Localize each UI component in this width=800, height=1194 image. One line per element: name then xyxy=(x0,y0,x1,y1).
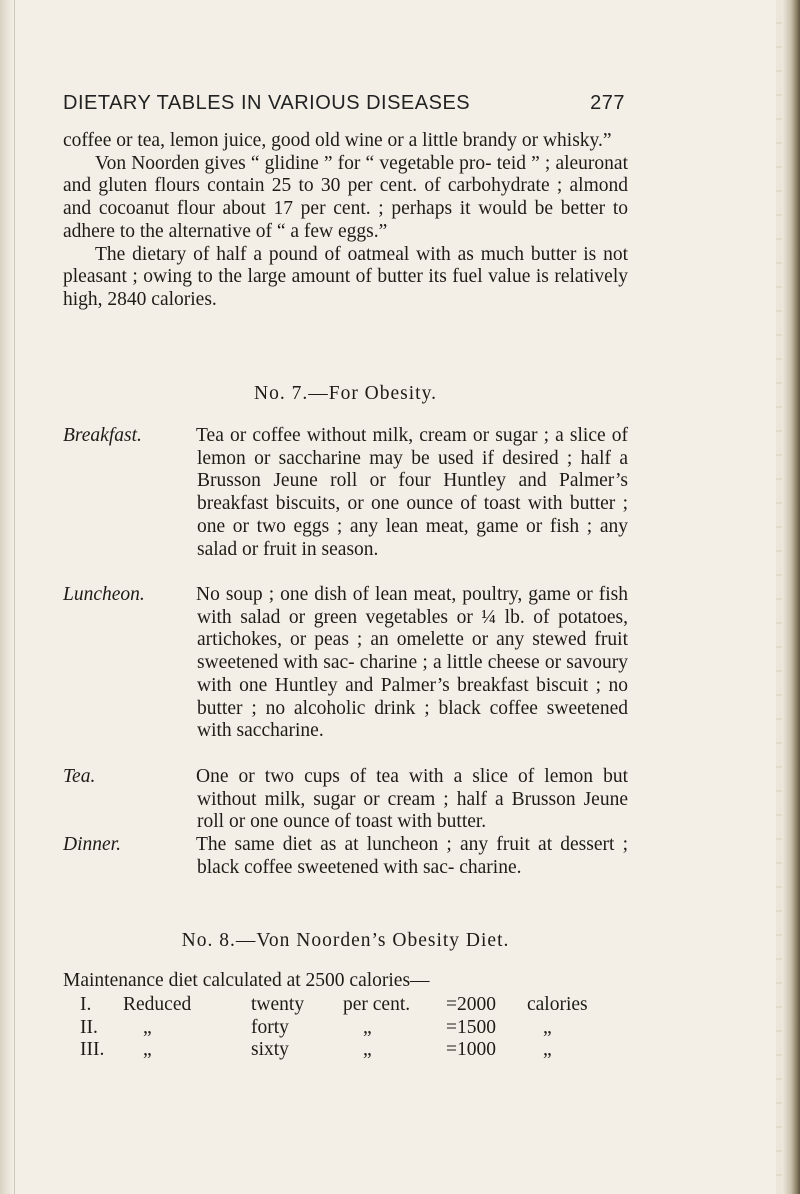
stage-amount: forty xyxy=(251,1016,289,1038)
stage-equals: =2000 xyxy=(446,994,496,1015)
section-7-heading: No. 7.—For Obesity. xyxy=(254,383,437,404)
stage-unit: „ xyxy=(363,1039,372,1061)
stage-row xyxy=(63,994,623,1017)
meal-label: Luncheon. xyxy=(63,584,145,605)
meal-text: One or two cups of tea with a slice of lemon but without milk, sugar or cream ; half a Brusson Jeune roll or one ounce of toast with butter. xyxy=(196,766,628,833)
intro-paragraph-1: coffee or tea, lemon juice, good old wine or a little brandy or whisky.” xyxy=(63,130,612,151)
meal-label: Breakfast. xyxy=(63,425,142,446)
section-8-heading: No. 8.—Von Noorden’s Obesity Diet. xyxy=(181,930,510,951)
stage-calories: calories xyxy=(527,994,588,1015)
page-edge-right xyxy=(782,0,800,1194)
stage-row xyxy=(63,1039,623,1062)
stage-calories: „ xyxy=(543,1039,552,1061)
meal-label: Tea. xyxy=(63,766,96,787)
reduction-stages xyxy=(63,994,623,1062)
stage-amount: sixty xyxy=(251,1039,289,1061)
stage-unit: per cent. xyxy=(343,994,411,1015)
running-title: DIETARY TABLES IN VARIOUS DISEASES xyxy=(63,92,471,114)
stage-word: „ xyxy=(143,1016,152,1038)
meal-text: No soup ; one dish of lean meat, poultry, game or fish with salad or green vegetables or ¼ lb. of potatoes, artichokes, or peas ; an omelette or any stewed fruit sweetened with sac- charine ; a little cheese or savoury with one Huntley and Palmer’s breakfast biscuit ; no butter ; no alcoholic drink ; black coffee sweetened with saccharine. xyxy=(196,584,628,742)
page-gutter-left xyxy=(0,0,15,1194)
stage-word: Reduced xyxy=(123,994,192,1015)
meal-text: Tea or coffee without milk, cream or sugar ; a slice of lemon or saccharine may be used if desired ; half a Brusson Jeune roll or four Huntley and Palmer’s breakfast biscuits, or one ounce of toast with butter ; one or two eggs ; any lean meat, game or fish ; any salad or fruit in season. xyxy=(196,425,628,560)
intro-text xyxy=(63,130,628,312)
meal-text: The same diet as at luncheon ; any fruit at dessert ; black coffee sweetened with sac- charine. xyxy=(196,834,628,878)
page-number: 277 xyxy=(590,92,625,114)
stage-unit: „ xyxy=(363,1016,372,1038)
intro-paragraph-3: The dietary of half a pound of oatmeal with as much butter is not pleasant ; owing to the large amount of butter its fuel value is relatively high, 2840 calories. xyxy=(63,243,628,310)
meal-luncheon xyxy=(63,584,628,743)
stage-equals: =1500 xyxy=(446,1016,496,1038)
meal-tea xyxy=(63,766,628,834)
maintenance-line xyxy=(63,970,628,993)
stage-number: III. xyxy=(80,1039,105,1061)
stage-calories: „ xyxy=(543,1016,552,1038)
stage-row xyxy=(63,1017,623,1040)
meal-dinner xyxy=(63,834,628,879)
intro-paragraph-2: Von Noorden gives “ glidine ” for “ vegetable pro- teid ” ; aleuronat and gluten flours contain 25 to 30 per cent. of carbohydrate ; almond and cocoanut flour about 17 per cent. ; perhaps it would be better to adhere to the alternative of “ a few eggs.” xyxy=(63,152,628,242)
meal-breakfast xyxy=(63,425,628,561)
running-header xyxy=(63,92,625,115)
stage-equals: =1000 xyxy=(446,1039,496,1061)
stage-number: I. xyxy=(80,994,92,1015)
stage-word: „ xyxy=(143,1039,152,1061)
meal-label: Dinner. xyxy=(63,834,121,855)
stage-number: II. xyxy=(80,1016,98,1038)
maintenance-text: Maintenance diet calculated at 2500 calories— xyxy=(63,970,430,991)
stage-amount: twenty xyxy=(251,994,305,1015)
